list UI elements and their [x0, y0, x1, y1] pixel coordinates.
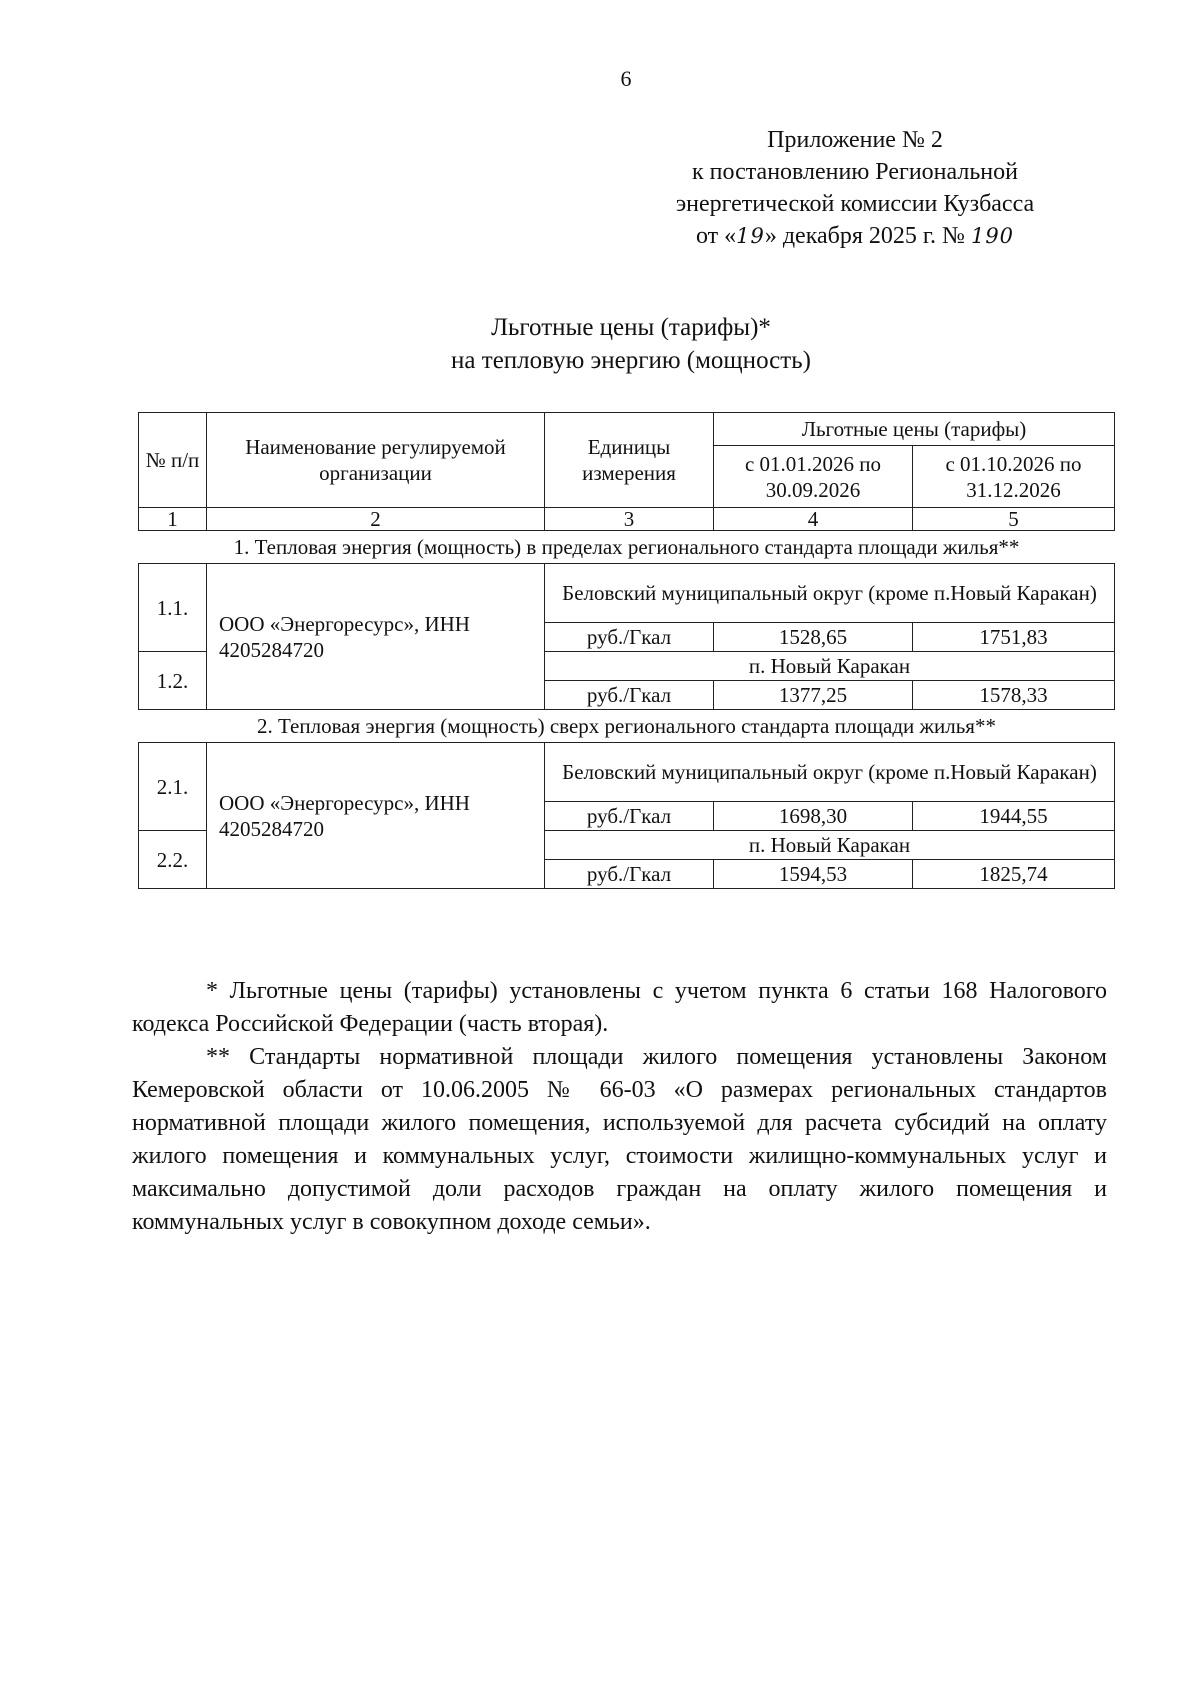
tariffs-table [138, 412, 1115, 889]
column-number: 3 [545, 508, 714, 531]
document-title-line1: Льготные цены (тарифы)* [491, 314, 771, 341]
column-number: 1 [139, 508, 207, 531]
section-2-title-row [139, 710, 1115, 743]
header-num: № п/п [139, 413, 207, 508]
appendix-title: Приложение № 2 [767, 127, 943, 153]
column-number: 4 [714, 508, 913, 531]
appendix-header [620, 124, 1090, 252]
appendix-commission-line: энергетической комиссии Кузбасса [675, 191, 1035, 217]
price-period1: 1528,65 [714, 623, 913, 652]
appendix-resolution-line: к постановлению Региональной [692, 159, 1018, 185]
document-title [0, 311, 1200, 377]
handwritten-day: 19 [736, 224, 765, 248]
price-period2: 1751,83 [913, 623, 1115, 652]
unit-cell: руб./Гкал [545, 860, 714, 889]
section-1-title-row [139, 531, 1115, 564]
handwritten-doc-number: 190 [970, 224, 1015, 248]
footnotes [132, 975, 1107, 1239]
date-middle: » декабря 2025 г. № [764, 223, 965, 249]
price-period2: 1578,33 [913, 681, 1115, 710]
row-number: 2.1. [139, 743, 207, 831]
row-number: 1.1. [139, 564, 207, 652]
page-number: 6 [620, 66, 632, 91]
footnote-1: * Льготные цены (тарифы) установлены с учетом пункта 6 статьи 168 Налогового кодекса Российской Федерации (часть вторая). [132, 978, 1107, 1037]
table-row [139, 743, 1115, 802]
price-period1: 1594,53 [714, 860, 913, 889]
appendix-date-line [620, 220, 1090, 252]
unit-cell: руб./Гкал [545, 623, 714, 652]
column-number: 5 [913, 508, 1115, 531]
table-row [139, 564, 1115, 623]
organization-name: ООО «Энергоресурс», ИНН 4205284720 [207, 564, 545, 710]
area-name: Беловский муниципальный округ (кроме п.Новый Каракан) [545, 743, 1115, 802]
row-number: 1.2. [139, 652, 207, 710]
area-name: п. Новый Каракан [545, 652, 1115, 681]
organization-name: ООО «Энергоресурс», ИНН 4205284720 [207, 743, 545, 889]
price-period2: 1944,55 [913, 802, 1115, 831]
footnote-2: ** Стандарты нормативной площади жилого помещения установлены Законом Кемеровской области от 10.06.2005 № 66-03 «О размерах региональных стандартов нормативной площади жилого помещения, используемой для расчета субсидий на оплату жилого помещения и коммунальных услуг, стоимости жилищно-коммунальных услуг и максимально допустимой доли расходов граждан на оплату жилого помещения и коммунальных услуг в совокупном доходе семьи». [132, 1044, 1107, 1235]
table-header-row [139, 413, 1115, 446]
header-period1: с 01.01.2026 по 30.09.2026 [714, 446, 913, 508]
area-name: Беловский муниципальный округ (кроме п.Новый Каракан) [545, 564, 1115, 623]
date-prefix: от « [695, 223, 737, 249]
unit-cell: руб./Гкал [545, 802, 714, 831]
section-1-title: 1. Тепловая энергия (мощность) в пределах регионального стандарта площади жилья** [139, 531, 1115, 564]
header-prices: Льготные цены (тарифы) [714, 413, 1115, 446]
header-period2: с 01.10.2026 по 31.12.2026 [913, 446, 1115, 508]
price-period2: 1825,74 [913, 860, 1115, 889]
price-period1: 1377,25 [714, 681, 913, 710]
area-name: п. Новый Каракан [545, 831, 1115, 860]
section-2-title: 2. Тепловая энергия (мощность) сверх регионального стандарта площади жилья** [139, 710, 1115, 743]
unit-cell: руб./Гкал [545, 681, 714, 710]
document-title-line2: на тепловую энергию (мощность) [451, 347, 811, 374]
header-org: Наименование регулируемой организации [207, 413, 545, 508]
row-number: 2.2. [139, 831, 207, 889]
column-numbers-row [139, 508, 1115, 531]
header-unit: Единицы измерения [545, 413, 714, 508]
price-period1: 1698,30 [714, 802, 913, 831]
column-number: 2 [207, 508, 545, 531]
